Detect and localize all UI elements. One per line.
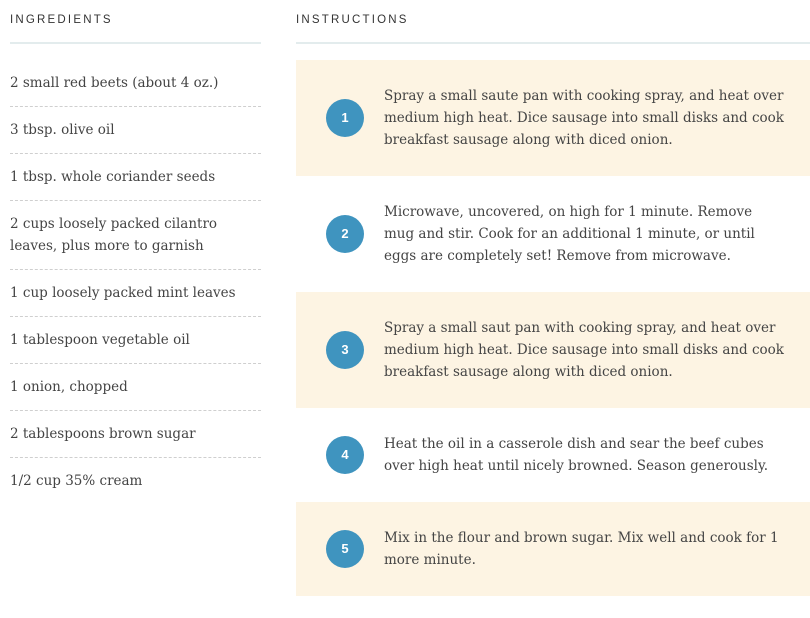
step-number-badge: 3: [326, 331, 364, 369]
instruction-step-1: [296, 60, 810, 176]
ingredients-heading: INGREDIENTS: [10, 0, 261, 44]
ingredient-item: 2 small red beets (about 4 oz.): [10, 60, 261, 107]
step-number-badge: 5: [326, 530, 364, 568]
ingredient-item: 1 tbsp. whole coriander seeds: [10, 154, 261, 201]
ingredient-item: 1 cup loosely packed mint leaves: [10, 270, 261, 317]
ingredient-item: 1/2 cup 35% cream: [10, 473, 143, 489]
instructions-heading: INSTRUCTIONS: [296, 0, 810, 44]
instruction-step-4: [296, 408, 810, 502]
ingredient-list: [10, 60, 261, 504]
ingredient-item: 1 tablespoon vegetable oil: [10, 317, 261, 364]
step-text: Spray a small saute pan with cooking spray, and heat over medium high heat. Dice sausage into small disks and cook breakfast sausage along with diced onion.: [384, 88, 784, 148]
step-text: Mix in the flour and brown sugar. Mix well and cook for 1 more minute.: [384, 530, 779, 568]
step-number-badge: 2: [326, 215, 364, 253]
step-text: Heat the oil in a casserole dish and sear the beef cubes over high heat until nicely browned. Season generously.: [384, 436, 769, 474]
instruction-step-2: [296, 176, 810, 292]
step-list: [296, 60, 810, 596]
step-text: Microwave, uncovered, on high for 1 minute. Remove mug and stir. Cook for an additional 1 minute, or until eggs are completely set! Remove from microwave.: [384, 204, 755, 264]
ingredients-section: [10, 0, 261, 504]
ingredient-item: 2 cups loosely packed cilantro leaves, plus more to garnish: [10, 201, 261, 270]
instruction-step-3: [296, 292, 810, 408]
ingredient-item: 1 onion, chopped: [10, 364, 261, 411]
instruction-step-5: [296, 502, 810, 596]
step-number-badge: 4: [326, 436, 364, 474]
ingredient-item: 3 tbsp. olive oil: [10, 107, 261, 154]
instructions-section: [296, 0, 810, 596]
ingredient-item: 2 tablespoons brown sugar: [10, 411, 261, 458]
step-text: Spray a small saut pan with cooking spray, and heat over medium high heat. Dice sausage into small disks and cook breakfast sausage along with diced onion.: [384, 320, 784, 380]
step-number-badge: 1: [326, 99, 364, 137]
